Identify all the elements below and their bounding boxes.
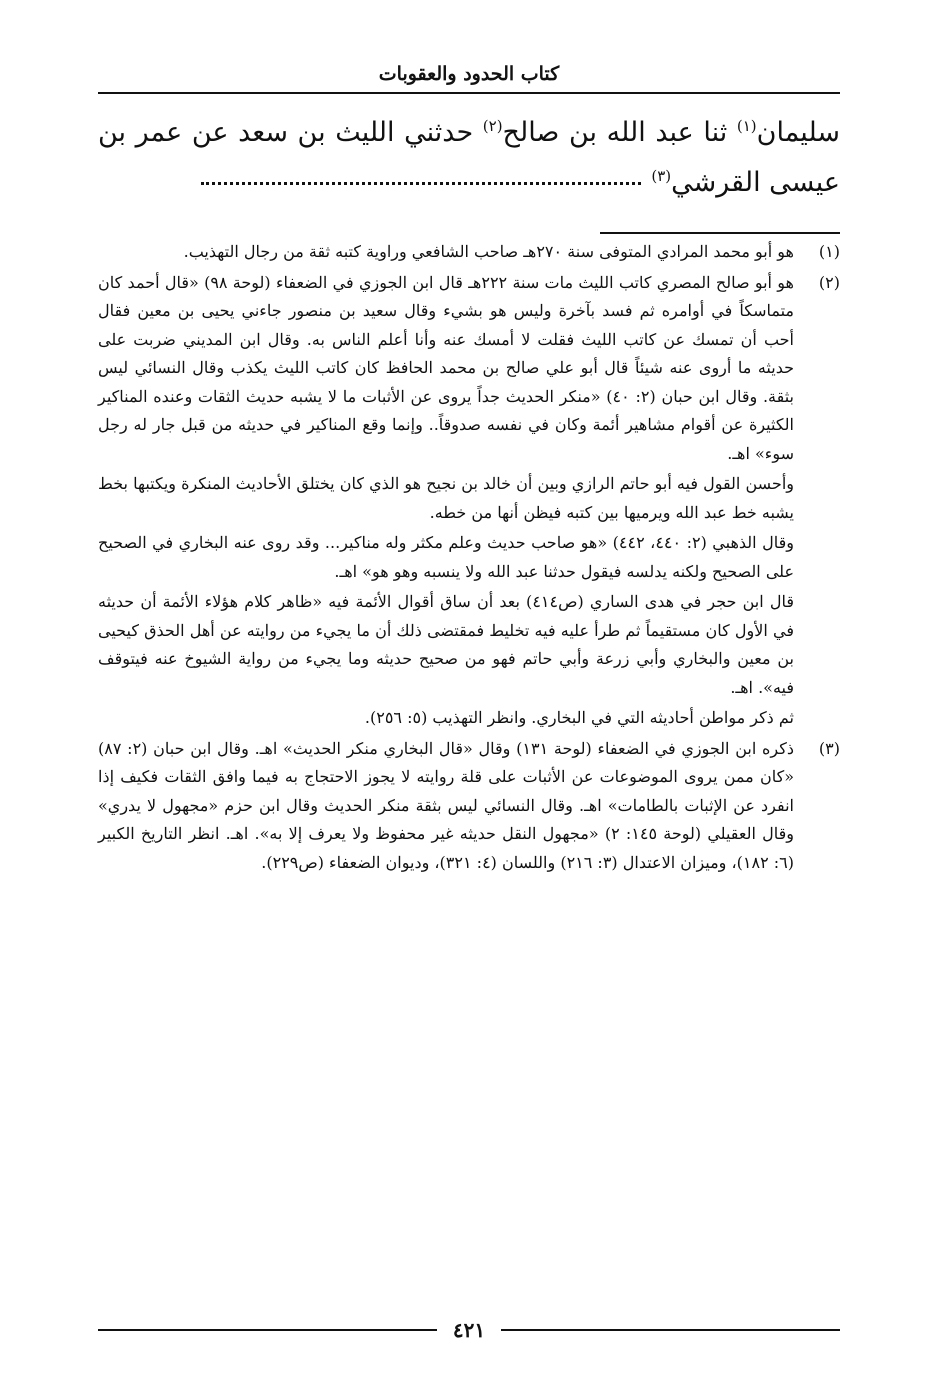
footnote-ref-1: (١) [736, 117, 757, 135]
footnote-2 [98, 269, 840, 733]
running-header [98, 60, 840, 94]
footnote-paragraph: هو أبو صالح المصري كاتب الليث مات سنة ٢٢٢هـ قال ابن الجوزي في الضعفاء (لوحة ٩٨) «قال أحمد كان متماسكاً في أوامره ثم فسد بآخرة وليس هو بشيء وقال سعيد بن منصور جاءني يحيى بن معين فقال أحب أن تمسك عن كاتب الليث فقلت لا أمسك عنه وأنا أعلم الناس به. وقال ابن المديني ضربت على حديثه ما أروى عنه شيئاً قال أبو علي صالح بن محمد الحافظ كان كاتب الليث يكذب وقال النسائي ليس بثقة. وقال ابن حبان (٢: ٤٠) «منكر الحديث جداً يروى عن الأثبات ما لا يشبه حديث الثقات وعنده المناكير الكثيرة عن أقوام مشاهير أئمة وكان في نفسه صدوقاً.. وإنما وقع المناكير في حديثه من قبل جار له رجل سوء» اهـ. [98, 272, 795, 463]
footnote-paragraph: ثم ذكر مواطن أحاديثه التي في البخاري. وانظر التهذيب (٥: ٢٥٦). [364, 708, 794, 727]
footnote-divider [600, 232, 840, 234]
footnote-number: (٣) [818, 738, 840, 758]
footnote-ref-2: (٢) [482, 117, 503, 135]
page-footer [98, 1310, 840, 1350]
footnote-number: (١) [818, 242, 840, 261]
footnote-ref-3: (٣) [651, 167, 672, 185]
main-text-part-3: حدثني الليث بن سعد عن عمر بن عيسى القرشي [98, 117, 840, 198]
footnote-paragraph: ذكره ابن الجوزي في الضعفاء (لوحة ١٣١) وقال «قال البخاري منكر الحديث» اهـ. وقال ابن حبان (٢: ٨٧) «كان ممن يروى الموضوعات عن الأثبات على قلة روايته لا يجوز الاحتجاج به فيما وافق الثقات فكيف إذا انفرد عن الإثبات بالطامات» اهـ. وقال النسائي ليس بثقة منكر الحديث وقال ابن حزم «مجهول لا يدري» وقال العقيلي (لوحة ١٤٥: ٢) «مجهول النقل حديثه غير محفوظ ولا يعرف إلا به». اهـ. انظر التاريخ الكبير (٦: ١٨٢)، وميزان الاعتدال (٣: ٢١٦) واللسان (٤: ٣٢١)، وديوان الضعفاء (ص٢٢٩). [98, 738, 795, 872]
footnote-body [98, 238, 794, 267]
footer-rule-right [501, 1329, 840, 1331]
footnote-paragraph: قال ابن حجر في هدى الساري (ص٤١٤) بعد أن ساق أقوال الأئمة فيه «ظاهر كلام هؤلاء الأئمة أن حديثه في الأول كان مستقيماً ثم طرأ عليه فيه تخليط فمقتضى ذلك أن ما يجيء من روايته عن أهل الحذق كيحيى بن معين والبخاري وأبي زرعة وأبي حاتم فهو من صحيح حديثه وما يجيء من رواية الشيوخ عنه فيتوقف فيه». اهـ. [98, 592, 795, 697]
header-title: كتاب الحدود والعقوبات [378, 63, 560, 85]
footer-rule-left [98, 1329, 437, 1331]
footnote-body [98, 735, 794, 878]
main-hadith-text [98, 108, 840, 208]
footnotes [98, 238, 840, 877]
page-number: ٤٢١ [452, 1318, 486, 1342]
dotted-leader [201, 182, 641, 185]
footnote-paragraph: وقال الذهبي (٢: ٤٤٠، ٤٤٢) «هو صاحب حديث وعلم مكثر وله مناكير... وقد روى عنه البخاري في الصحيح على الصحيح ولكنه يدلسه فيقول حدثنا عبد الله ولا ينسبه وهو هو» اهـ. [98, 533, 794, 581]
footnote-paragraph: هو أبو محمد المرادي المتوفى سنة ٢٧٠هـ صاحب الشافعي وراوية كتبه ثقة من رجال التهذيب. [183, 242, 794, 261]
footnote-paragraph: وأحسن القول فيه أبو حاتم الرازي وبين أن خالد بن نجيح هو الذي كان يختلق الأحاديث المنكرة ويكتبها بخط يشبه خط عبد الله ويرميها بين كتبه فيظن أنها من خطه. [98, 474, 794, 522]
footnote-number: (٢) [818, 272, 840, 292]
main-text-part-2: ثنا عبد الله بن صالح [502, 117, 737, 148]
book-page [98, 60, 840, 1350]
main-text-part-1: سليمان [756, 117, 841, 148]
footnote-body [98, 269, 794, 733]
footnote-1 [98, 238, 840, 267]
footnote-3 [98, 735, 840, 878]
